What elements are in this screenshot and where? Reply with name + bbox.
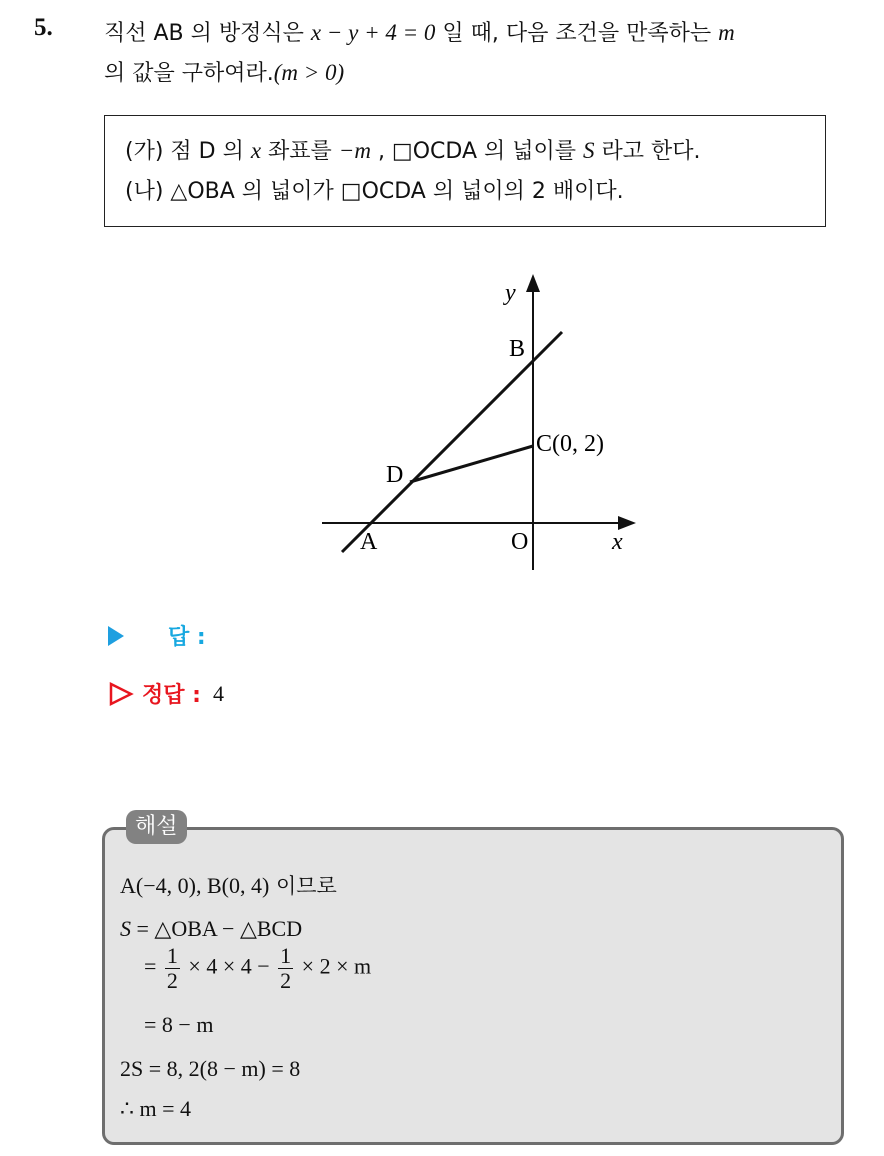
fraction-denominator: 2 [280,968,292,993]
solution-therefore-text: 이므로 [269,874,337,898]
condition-ga-x: x [250,138,262,163]
condition-ga-text-c: , □OCDA 의 넓이를 [370,139,583,164]
question-text-1a: 직선 AB 의 방정식은 [104,21,311,46]
coordinate-figure [300,270,645,575]
label-O: O [511,529,529,555]
correct-answer-label: 정답 : [142,683,201,708]
label-C: C(0, 2) [536,431,604,457]
outline-triangle-icon [108,681,134,707]
condition-ga [125,134,701,165]
fraction-denominator: 2 [166,968,178,993]
label-y: y [505,280,516,306]
label-B: B [509,336,526,362]
solution-line-6: ∴ m = 4 [120,1096,192,1121]
condition-m-positive: (m > 0) [273,60,345,85]
condition-ga-text-d: 라고 한다. [594,139,701,164]
solution-line-3 [144,944,371,993]
answer-label: 답 : [168,625,206,650]
variable-m: m [718,20,735,45]
label-D: D [386,462,404,488]
question-text-1b: 일 때, 다음 조건을 만족하는 [435,21,719,46]
solution-product-1: × 4 × 4 − [188,953,270,979]
y-axis-arrow [526,274,540,292]
fraction-half-1 [165,944,180,993]
label-A: A [360,529,378,555]
correct-answer-value: 4 [212,680,224,706]
condition-ga-text-b: 좌표를 [261,139,339,164]
question-line-1 [104,16,735,47]
solution-tag: 해설 [126,810,187,844]
solution-line-2 [120,916,302,942]
solution-eq-sign: = [144,953,157,979]
solution-area-diff: = △OBA − △BCD [131,916,303,941]
condition-na: (나) △OBA 의 넓이가 □OCDA 의 넓이의 2 배이다. [125,179,624,204]
condition-ga-s: S [583,138,595,163]
condition-ga-m: −m [338,138,371,163]
play-arrow-icon [108,626,124,646]
fraction-numerator: 1 [166,943,178,968]
label-x: x [612,529,623,555]
line-equation: x − y + 4 = 0 [310,20,436,45]
fraction-numerator: 1 [280,943,292,968]
correct-answer-row [108,678,224,709]
solution-product-2: × 2 × m [301,953,372,979]
x-axis-arrow [618,516,636,530]
fraction-half-2 [278,944,293,993]
conditions-box [104,115,826,227]
question-number: 5. [34,14,53,41]
solution-line-4: = 8 − m [144,1012,214,1037]
solution-line-5: 2S = 8, 2(8 − m) = 8 [120,1056,301,1081]
line-AB [342,332,562,552]
solution-s: S [120,916,131,941]
condition-ga-text-a: (가) 점 D 의 [125,139,251,164]
solution-line-1 [120,870,337,900]
question-line-2 [104,56,344,87]
solution-points: A(−4, 0), B(0, 4) [120,873,270,898]
answer-row [108,620,206,651]
question-text-2a: 의 값을 구하여라. [104,61,274,86]
